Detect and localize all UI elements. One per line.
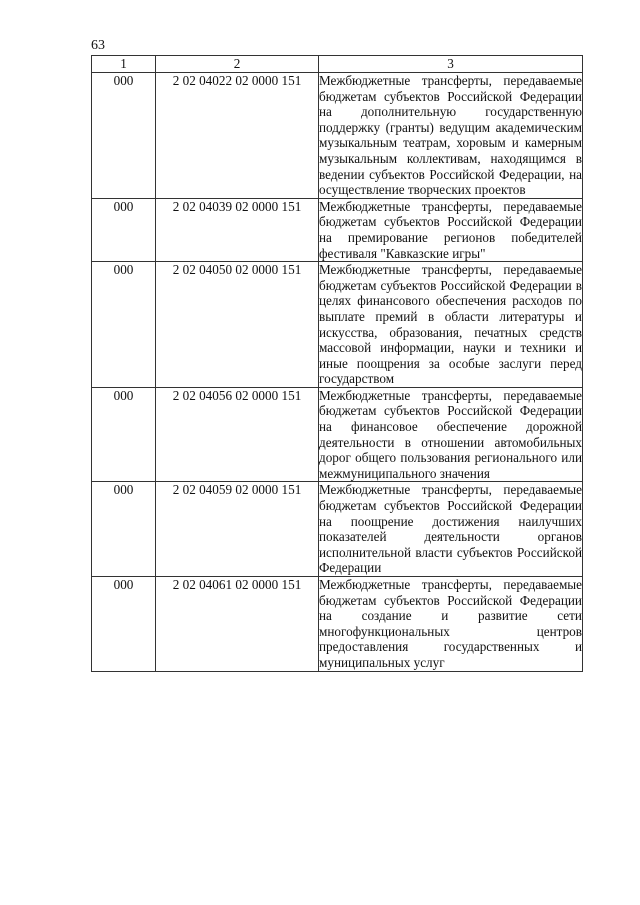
table-header (92, 56, 583, 73)
kbk-code-cell: 2 02 04059 02 0000 151 (156, 482, 319, 577)
table-row (92, 482, 583, 577)
admin-code-cell: 000 (92, 577, 156, 672)
description-cell: Межбюджетные трансферты, передаваемые бюджетам субъектов Российской Федерации на дополнительную государственную поддержку (гранты) ведущим академическим музыкальным театрам, хоровым и камерным музыкальным коллективам, находящимся в ведении субъектов Российской Федерации, на осуществление творческих проектов (319, 73, 582, 198)
admin-code-cell: 000 (92, 198, 156, 261)
table-row (92, 577, 583, 672)
admin-code-cell: 000 (92, 387, 156, 482)
kbk-code-cell: 2 02 04061 02 0000 151 (156, 577, 319, 672)
admin-code-cell: 000 (92, 262, 156, 388)
budget-codes-table (91, 55, 583, 672)
kbk-code-cell: 2 02 04022 02 0000 151 (156, 73, 319, 199)
description-cell: Межбюджетные трансферты, передаваемые бюджетам субъектов Российской Федерации на создание и развитие сети многофункциональных центров предоставления государственных и муниципальных услуг (319, 577, 582, 670)
description-cell: Межбюджетные трансферты, передаваемые бюджетам субъектов Российской Федерации на финансовое обеспечение дорожной деятельности в отношении автомобильных дорог общего пользования регионального или межмуниципального значения (319, 387, 582, 481)
table-row (92, 262, 583, 388)
kbk-code-cell: 2 02 04039 02 0000 151 (156, 198, 319, 261)
column-header-3: 3 (319, 56, 583, 73)
page-number: 63 (91, 38, 105, 53)
header-row (92, 56, 583, 73)
table-row (92, 198, 583, 261)
description-cell: Межбюджетные трансферты, передаваемые бюджетам субъектов Российской Федерации в целях финансового обеспечения расходов по выплате премий в области литературы и искусства, образования, печатных средств массовой информации, науки и техники и иные поощрения за особые заслуги перед государством (319, 262, 582, 387)
admin-code-cell: 000 (92, 482, 156, 577)
table-row (92, 387, 583, 482)
column-header-2: 2 (156, 56, 319, 73)
kbk-code-cell: 2 02 04056 02 0000 151 (156, 387, 319, 482)
description-cell: Межбюджетные трансферты, передаваемые бюджетам субъектов Российской Федерации на поощрение достижения наилучших показателей деятельности органов исполнительной власти субъектов Российской Федерации (319, 482, 582, 576)
column-header-1: 1 (92, 56, 156, 73)
kbk-code-cell: 2 02 04050 02 0000 151 (156, 262, 319, 388)
table-row (92, 73, 583, 199)
admin-code-cell: 000 (92, 73, 156, 199)
table-body (92, 73, 583, 672)
description-cell: Межбюджетные трансферты, передаваемые бюджетам субъектов Российской Федерации на премирование регионов победителей фестиваля "Кавказские игры" (319, 198, 582, 261)
